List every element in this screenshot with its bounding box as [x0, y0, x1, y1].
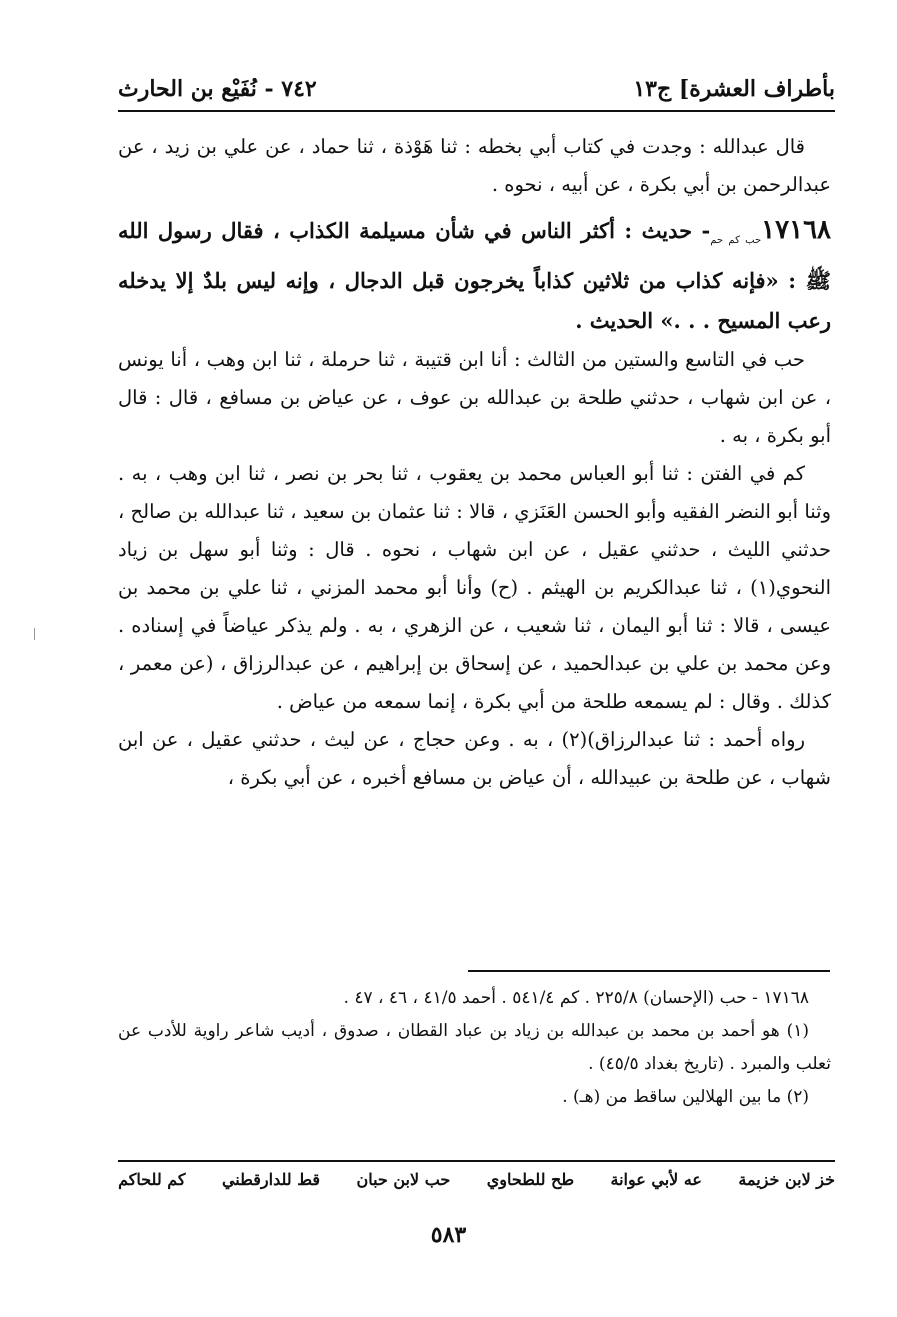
- footnote-2: (٢) ما بين الهلالين ساقط من (هـ) .: [562, 1087, 809, 1107]
- hadith-number: ١٧١٦٨: [761, 215, 831, 245]
- margin-mark: [34, 628, 35, 640]
- hadith-entry: [118, 210, 831, 341]
- paragraph-3: كم في الفتن : ثنا أبو العباس محمد بن يعقوب ، ثنا بحر بن نصر ، ثنا ابن وهب ، به . وثنا أبو النضر الفقيه وأبو الحسن العَنَزي ، قالا : ثنا عثمان بن سعيد ، ثنا عبدالله بن صالح ، حدثني الليث ، حدثني عقيل ، عن ابن شهاب ، نحوه . قال : وثنا أبو سهل بن زياد النحوي(١) ، ثنا عبدالكريم بن الهيثم . (ح) وأنا أبو محمد المزني ، ثنا علي بن محمد بن عيسى ، قالا : ثنا أبو اليمان ، ثنا شعيب ، عن الزهري ، به . ولم يذكر عياضاً في إسناده . وعن محمد بن علي بن عبدالحميد ، عن إسحاق بن إبراهيم ، عن عبدالرزاق ، (عن معمر ، كذلك . وقال : لم يسمعه طلحة من أبي بكرة ، إنما سمعه من عياض .: [118, 462, 832, 714]
- abbreviation-item: عه لأبي عوانة: [610, 1170, 702, 1189]
- hadith-source-symbols: حب كم حم: [710, 235, 762, 247]
- abbreviation-item: قط للدارقطني: [221, 1170, 321, 1189]
- paragraph-4: رواه أحمد : ثنا عبدالرزاق)(٢) ، به . وعن حجاج ، عن ليث ، حدثني عقيل ، عن ابن شهاب ، عن طلحة بن عبيدالله ، أن عياض بن مسافع أخبره ، عن أبي بكرة ،: [118, 728, 831, 790]
- abbreviations-key: [118, 1170, 835, 1189]
- paragraph-1: قال عبدالله : وجدت في كتاب أبي بخطه : ثنا هَوْذة ، ثنا حماد ، عن علي بن زيد ، عن عبدالرحمن بن أبي بكرة ، عن أبيه ، نحوه .: [118, 135, 831, 196]
- hadith-text: - حديث : أكثر الناس في شأن مسيلمة الكذاب ، فقال رسول الله ﷺ : «فإنه كذاب من ثلاثين كذاباً يخرجون قبل الدجال ، وإنه ليس بلدٌ إلا يدخله رعب المسيح . . .» الحديث .: [118, 218, 831, 334]
- abbreviation-item: طح للطحاوي: [486, 1170, 575, 1189]
- header-rule: [118, 110, 835, 112]
- footnotes: [118, 982, 831, 1114]
- abbreviation-item: حب لابن حبان: [356, 1170, 451, 1189]
- abbreviations-rule: [118, 1160, 835, 1162]
- footnote-rule: [468, 970, 830, 972]
- abbreviation-item: خز لابن خزيمة: [738, 1170, 835, 1189]
- footnote-1: (١) هو أحمد بن محمد بن عبدالله بن زياد بن عباد القطان ، صدوق ، أديب شاعر راوية للأدب عن ثعلب والمبرد . (تاريخ بغداد ٤٥/٥) .: [118, 1021, 831, 1074]
- header-book-volume: بأطراف العشرة] ج١٣: [633, 76, 835, 102]
- main-text: [118, 128, 831, 797]
- paragraph-2: حب في التاسع والستين من الثالث : أنا ابن قتيبة ، ثنا حرملة ، ثنا ابن وهب ، أنا يونس ، عن ابن شهاب ، حدثني طلحة بن عبدالله بن عوف ، عن عياض بن مسافع ، قال : قال أبو بكرة ، به .: [118, 348, 831, 448]
- running-header: [118, 62, 835, 102]
- footnote-source-reference: ١٧١٦٨ - حب (الإحسان) ٢٢٥/٨ . كم ٥٤١/٤ . أحمد ٤١/٥ ، ٤٦ ، ٤٧ .: [343, 988, 809, 1008]
- page-number: ٥٨٣: [430, 1222, 467, 1248]
- header-chapter-title: ٧٤٢ - نُفَيْع بن الحارث: [118, 76, 317, 102]
- abbreviation-item: كم للحاكم: [118, 1170, 186, 1189]
